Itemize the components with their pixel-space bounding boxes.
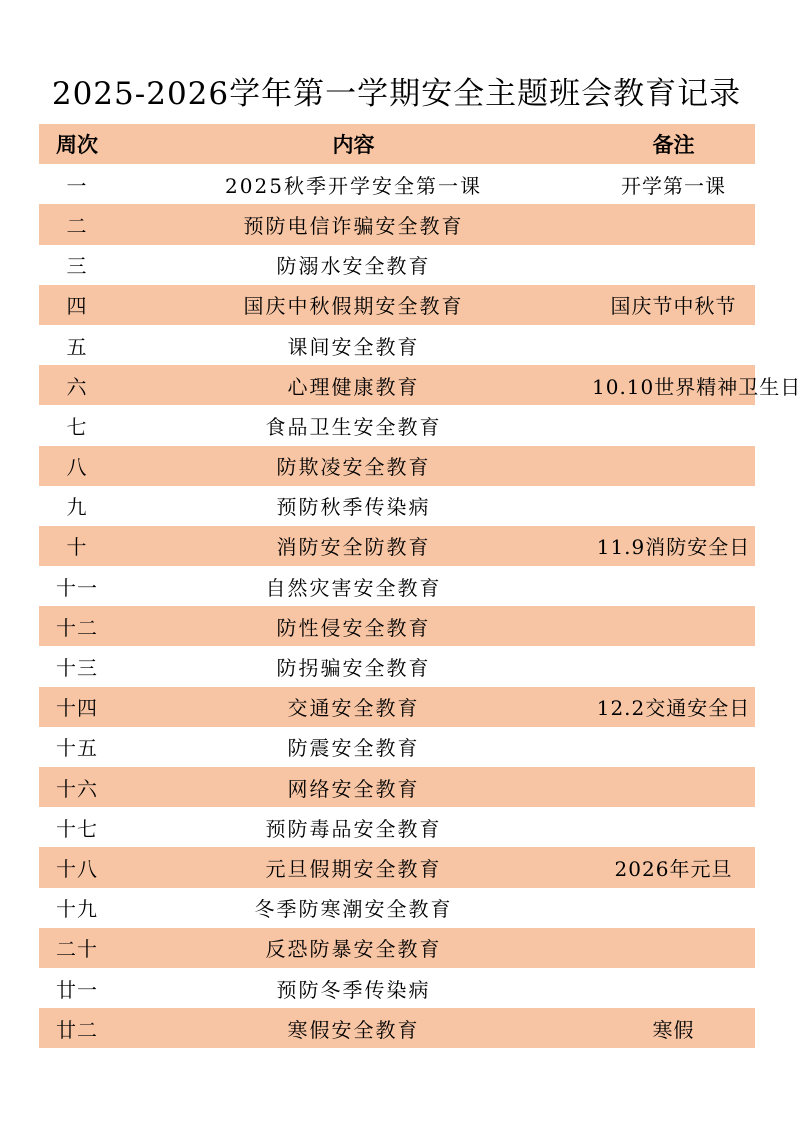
row-week-cell: 十 [66,535,88,560]
row-note-cell: 开学第一课 [621,173,726,198]
row-note-cell [592,204,755,244]
row-note-cell [592,606,755,646]
row-content-cell: 网络安全教育 [287,776,420,801]
row-note-cell [592,807,755,847]
record-table [39,124,801,1048]
table-row [39,405,755,445]
row-note-cell [592,968,755,1008]
row-note-cell [592,767,755,807]
row-week-cell: 十九 [56,897,98,922]
row-note-cell: 12.2交通安全日 [596,696,751,721]
header-week: 周次 [56,133,98,158]
row-week-cell: 八 [66,455,88,480]
table-row [39,968,755,1008]
row-week-cell: 七 [66,414,88,439]
row-note-cell: 国庆节中秋节 [610,294,737,319]
row-content-cell: 防性侵安全教育 [276,615,431,640]
row-content-cell: 心理健康教育 [287,374,420,399]
table-body [39,164,801,1048]
row-week-cell: 三 [66,254,88,279]
table-row [39,847,755,887]
header-note: 备注 [652,133,695,158]
row-content-cell: 寒假安全教育 [287,1017,420,1042]
table-row [39,606,755,646]
row-content-cell: 自然灾害安全教育 [265,575,442,600]
row-week-cell: 廿一 [56,977,98,1002]
table-row [39,807,755,847]
row-content-cell: 2025秋季开学安全第一课 [225,173,482,198]
row-note-cell: 11.9消防安全日 [596,535,751,560]
row-note-cell: 10.10世界精神卫生日 [592,374,801,399]
row-content-cell: 国庆中秋假期安全教育 [243,294,464,319]
row-note-cell [592,566,755,606]
header-content: 内容 [332,133,375,158]
row-week-cell: 十二 [56,615,98,640]
table-row [39,928,755,968]
table-row [39,526,755,566]
row-week-cell: 一 [66,173,88,198]
table-row [39,325,755,365]
row-note-cell [592,405,755,445]
page-title: 2025-2026学年第一学期安全主题班会教育记录 [51,76,742,112]
row-note-cell [592,928,755,968]
row-note-cell [592,646,755,686]
row-week-cell: 五 [66,334,88,359]
row-week-cell: 十五 [56,736,98,761]
row-content-cell: 元旦假期安全教育 [265,856,442,881]
row-week-cell: 十七 [56,816,98,841]
table-row [39,245,755,285]
row-content-cell: 防欺凌安全教育 [276,455,431,480]
row-note-cell [592,446,755,486]
row-week-cell: 四 [66,294,88,319]
table-row [39,687,755,727]
table-row [39,204,755,244]
row-note-cell [592,486,755,526]
row-content-cell: 冬季防寒潮安全教育 [254,897,453,922]
table-row [39,1008,755,1048]
row-note-cell [592,888,755,928]
row-week-cell: 二 [66,213,88,238]
row-note-cell [592,727,755,767]
row-content-cell: 防震安全教育 [287,736,420,761]
table-row [39,727,755,767]
row-week-cell: 二十 [56,937,98,962]
row-week-cell: 十三 [56,656,98,681]
row-note-cell: 2026年元旦 [614,856,733,881]
row-week-cell: 十六 [56,776,98,801]
row-note-cell: 寒假 [652,1017,695,1042]
row-week-cell: 十四 [56,696,98,721]
row-content-cell: 课间安全教育 [287,334,420,359]
row-week-cell: 六 [66,374,88,399]
table-row [39,446,755,486]
row-content-cell: 预防毒品安全教育 [265,816,442,841]
table-row [39,646,755,686]
table-row [39,486,755,526]
row-week-cell: 十八 [56,856,98,881]
row-note-cell [592,245,755,285]
row-content-cell: 交通安全教育 [287,696,420,721]
row-week-cell: 十一 [56,575,98,600]
table-row [39,164,755,204]
row-content-cell: 消防安全防教育 [276,535,431,560]
row-content-cell: 预防秋季传染病 [276,495,431,520]
row-content-cell: 防溺水安全教育 [276,254,431,279]
row-content-cell: 预防冬季传染病 [276,977,431,1002]
table-row [39,888,755,928]
table-row [39,365,755,405]
row-content-cell: 反恐防暴安全教育 [265,937,442,962]
row-content-cell: 预防电信诈骗安全教育 [243,213,464,238]
row-content-cell: 防拐骗安全教育 [276,656,431,681]
table-row [39,767,755,807]
table-row [39,285,755,325]
row-content-cell: 食品卫生安全教育 [265,414,442,439]
table-row [39,566,755,606]
row-week-cell: 廿二 [56,1017,98,1042]
table-header-row [39,124,755,164]
row-note-cell [592,325,755,365]
row-week-cell: 九 [66,495,88,520]
